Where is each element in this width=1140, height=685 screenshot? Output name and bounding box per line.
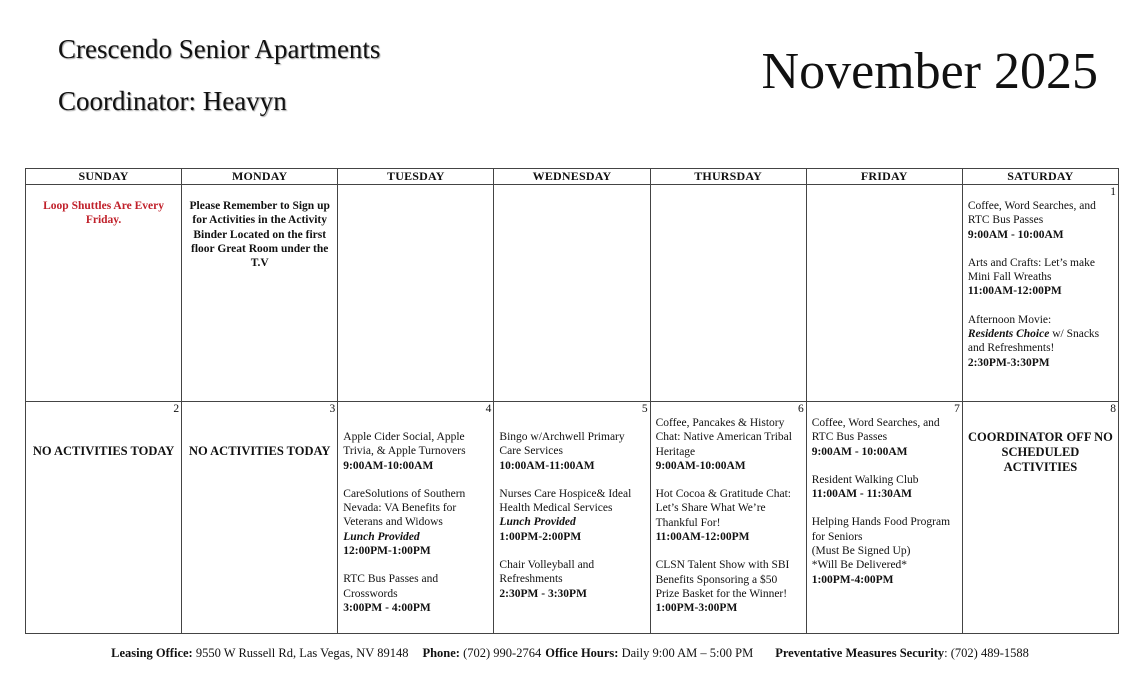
event-name: Helping Hands Food Program for Seniors xyxy=(811,516,951,543)
day-cell-empty-tuesday xyxy=(338,185,494,402)
no-activities-note: NO ACTIVITIES TODAY xyxy=(188,444,331,458)
day-cell-4 xyxy=(338,402,494,634)
office-hours-value: Daily 9:00 AM – 5:00 PM xyxy=(618,646,754,660)
week-row-1 xyxy=(26,185,1119,402)
weekday-sunday: SUNDAY xyxy=(26,169,182,185)
weekday-tuesday: TUESDAY xyxy=(338,169,494,185)
event-time: 12:00PM-1:00PM xyxy=(343,545,431,558)
event-item xyxy=(343,430,488,473)
event-item xyxy=(656,487,801,544)
event-name: Coffee, Word Searches, and RTC Bus Passes xyxy=(811,417,940,444)
coordinator-name: Coordinator: Heavyn xyxy=(58,86,287,116)
event-time: 2:30PM - 3:30PM xyxy=(499,587,587,600)
event-item xyxy=(343,572,488,615)
day-cell-empty-friday xyxy=(806,185,962,402)
event-item xyxy=(968,199,1113,242)
day-cell-empty-wednesday xyxy=(494,185,650,402)
event-name: Arts and Crafts: Let’s make Mini Fall Wreaths xyxy=(967,256,1095,284)
event-time: 3:00PM - 4:00PM xyxy=(343,601,431,614)
event-emphasis: Residents Choice xyxy=(967,328,1050,341)
event-name: Coffee, Word Searches, and RTC Bus Passes xyxy=(967,200,1096,227)
day-number: 6 xyxy=(797,403,804,415)
event-item xyxy=(968,313,1113,370)
event-time: 9:00AM-10:00AM xyxy=(655,459,746,472)
no-activities-note: NO ACTIVITIES TODAY xyxy=(32,444,175,458)
event-item xyxy=(656,416,801,473)
day-number: 8 xyxy=(1110,403,1116,415)
day-cell-5 xyxy=(494,402,650,634)
event-item xyxy=(499,558,644,601)
event-time: 9:00AM - 10:00AM xyxy=(967,228,1064,241)
shuttle-note: Loop Shuttles Are Every Friday. xyxy=(43,200,164,227)
event-time: 1:00PM-3:00PM xyxy=(655,602,738,615)
day-cell-empty-monday xyxy=(182,185,338,402)
weekday-saturday: SATURDAY xyxy=(962,169,1118,185)
day-cell-empty-thursday xyxy=(650,185,806,402)
event-time: 9:00AM - 10:00AM xyxy=(811,445,908,458)
event-name: Bingo w/Archwell Primary Care Services xyxy=(499,431,625,458)
event-name: Hot Cocoa & Gratitude Chat: Let’s Share What We’re Thankful For! xyxy=(655,488,791,529)
event-signup-note: (Must Be Signed Up) xyxy=(811,545,911,558)
day-number: 4 xyxy=(485,403,492,415)
day-number: 3 xyxy=(329,403,336,415)
calendar-grid xyxy=(25,168,1119,634)
event-time: 10:00AM-11:00AM xyxy=(499,459,595,472)
phone-number: (702) 990-2764 xyxy=(459,646,542,660)
weekday-friday: FRIDAY xyxy=(806,169,962,185)
event-item xyxy=(968,256,1113,299)
day-number: 1 xyxy=(1110,186,1116,198)
weekday-wednesday: WEDNESDAY xyxy=(494,169,650,185)
event-name: Resident Walking Club xyxy=(811,473,919,486)
day-cell-3 xyxy=(182,402,338,634)
day-cell-2 xyxy=(26,402,182,634)
event-item xyxy=(499,487,644,544)
leasing-label: Leasing Office: xyxy=(111,646,193,660)
week-row-2 xyxy=(26,402,1119,634)
event-item xyxy=(812,473,957,502)
coordinator-off-note: COORDINATOR OFF NO SCHEDULED ACTIVITIES xyxy=(967,430,1113,474)
event-name: Nurses Care Hospice& Ideal Health Medical Services xyxy=(499,487,632,515)
day-number: 7 xyxy=(954,403,960,415)
event-name: Chair Volleyball and Refreshments xyxy=(499,559,595,586)
event-time: 2:30PM-3:30PM xyxy=(967,356,1050,369)
weekday-monday: MONDAY xyxy=(182,169,338,185)
leasing-address: 9550 W Russell Rd, Las Vegas, NV 89148 xyxy=(192,646,409,660)
security-phone: : (702) 489-1588 xyxy=(944,646,1029,660)
event-time: 1:00PM-4:00PM xyxy=(811,573,894,586)
office-hours-label: Office Hours: xyxy=(545,646,619,660)
event-item xyxy=(812,416,957,459)
signup-reminder-note: Please Remember to Sign up for Activities in the Activity Binder Located on the first floor Great Room under the T.V xyxy=(189,200,330,270)
event-delivery-note: *Will Be Delivered* xyxy=(811,559,908,572)
day-cell-8 xyxy=(962,402,1118,634)
day-number: 5 xyxy=(641,403,648,415)
day-cell-6 xyxy=(650,402,806,634)
lunch-provided-note: Lunch Provided xyxy=(343,530,420,543)
event-time: 9:00AM-10:00AM xyxy=(343,459,434,472)
day-cell-empty-sunday xyxy=(26,185,182,402)
event-name: Apple Cider Social, Apple Trivia, & Apple Turnovers xyxy=(343,431,466,458)
org-name: Crescendo Senior Apartments xyxy=(58,34,381,64)
day-cell-1 xyxy=(962,185,1118,402)
month-title: November 2025 xyxy=(761,43,1098,100)
event-item xyxy=(343,487,488,558)
event-time: 1:00PM-2:00PM xyxy=(499,530,582,543)
event-name: CareSolutions of Southern Nevada: VA Benefits for Veterans and Widows xyxy=(343,487,466,529)
event-time: 11:00AM-12:00PM xyxy=(967,285,1062,298)
event-name: Afternoon Movie: Residents Choice w/ Snacks and Refreshments! xyxy=(967,313,1100,355)
event-item xyxy=(812,515,957,586)
weekday-header-row xyxy=(26,169,1119,185)
event-item xyxy=(656,558,801,615)
weekday-thursday: THURSDAY xyxy=(650,169,806,185)
event-time: 11:00AM-12:00PM xyxy=(655,531,750,544)
event-time: 11:00AM - 11:30AM xyxy=(811,488,912,501)
event-item xyxy=(499,430,644,473)
footer-contact-info xyxy=(0,645,1140,661)
event-name: CLSN Talent Show with SBI Benefits Sponsoring a $50 Prize Basket for the Winner! xyxy=(655,559,790,600)
day-number: 2 xyxy=(173,403,180,415)
header-left xyxy=(58,32,380,136)
lunch-provided-note: Lunch Provided xyxy=(499,516,576,529)
security-label: Preventative Measures Security xyxy=(775,646,945,660)
day-cell-7 xyxy=(806,402,962,634)
event-name: Coffee, Pancakes & History Chat: Native American Tribal Heritage xyxy=(655,417,792,458)
event-name: RTC Bus Passes and Crosswords xyxy=(343,573,439,600)
phone-label: Phone: xyxy=(422,646,460,660)
